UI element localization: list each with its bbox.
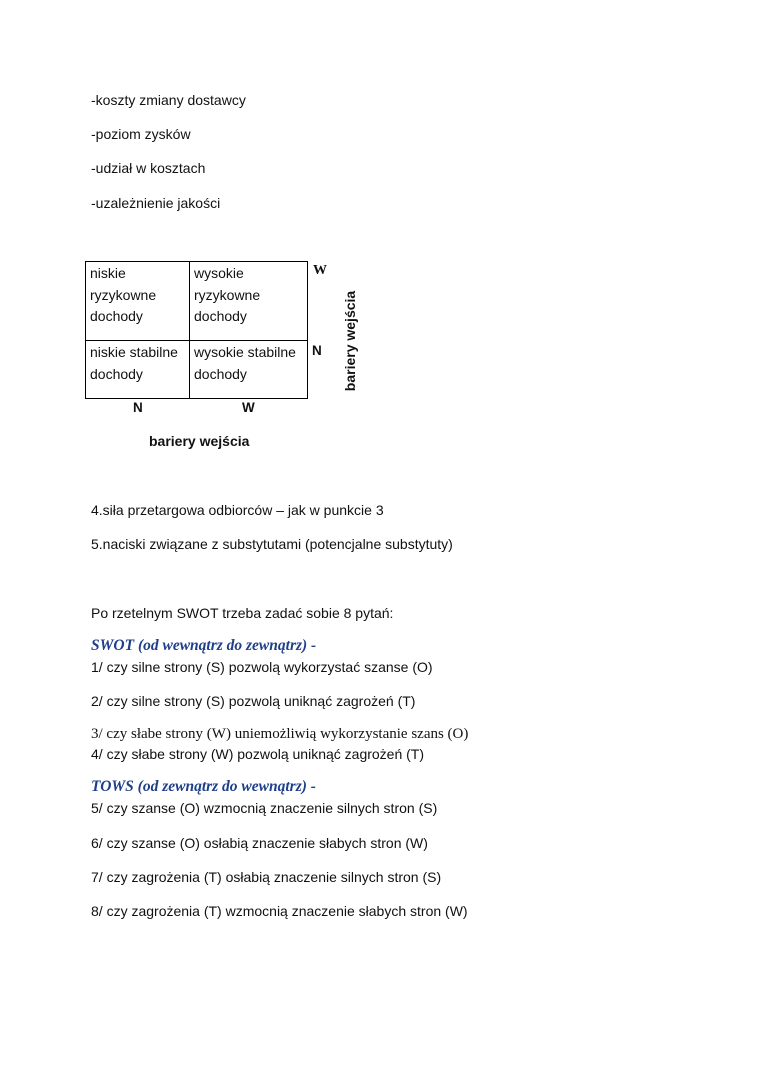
question-line: 1/ czy silne strony (S) pozwolą wykorzystać szanse (O) [91,659,433,675]
factor-line: -udział w kosztach [91,160,206,176]
row-axis-label: bariery wejścia [342,290,358,392]
matrix-cell-bottom-right: wysokie stabilne dochody [190,341,308,399]
col-axis-label: bariery wejścia [149,433,250,449]
intro-text: Po rzetelnym SWOT trzeba zadać sobie 8 pytań: [91,605,394,621]
col-axis-left-letter: N [133,400,143,415]
matrix-cell-bottom-left: niskie stabilne dochody [86,341,190,399]
matrix-cell-top-left: niskie ryzykowne dochody [86,262,190,341]
tows-heading: TOWS (od zewnątrz do wewnątrz) - [91,778,316,795]
question-line: 4/ czy słabe strony (W) pozwolą uniknąć zagrożeń (T) [91,746,425,762]
point-line: 4.siła przetargowa odbiorców – jak w punkcie 3 [91,502,384,518]
factor-line: -koszty zmiany dostawcy [91,92,246,108]
col-axis-right-letter: W [242,400,255,415]
row-axis-top-letter: W [313,263,327,278]
row-axis-bottom-letter: N [312,343,322,358]
question-line: 2/ czy silne strony (S) pozwolą uniknąć zagrożeń (T) [91,693,416,709]
point-line: 5.naciski związane z substytutami (potencjalne substytuty) [91,536,453,552]
question-line: 5/ czy szanse (O) wzmocnią znaczenie silnych stron (S) [91,800,438,816]
question-line: 3/ czy słabe strony (W) uniemożliwią wykorzystanie szans (O) [91,726,469,742]
matrix-cell-top-right: wysokie ryzykowne dochody [190,262,308,341]
factor-line: -poziom zysków [91,126,191,142]
swot-heading: SWOT (od wewnątrz do zewnątrz) - [91,637,317,654]
factor-line: -uzależnienie jakości [91,195,221,211]
question-line: 7/ czy zagrożenia (T) osłabią znaczenie silnych stron (S) [91,869,442,885]
question-line: 6/ czy szanse (O) osłabią znaczenie słabych stron (W) [91,835,428,851]
barriers-matrix [85,261,308,399]
question-line: 8/ czy zagrożenia (T) wzmocnią znaczenie słabych stron (W) [91,903,468,919]
